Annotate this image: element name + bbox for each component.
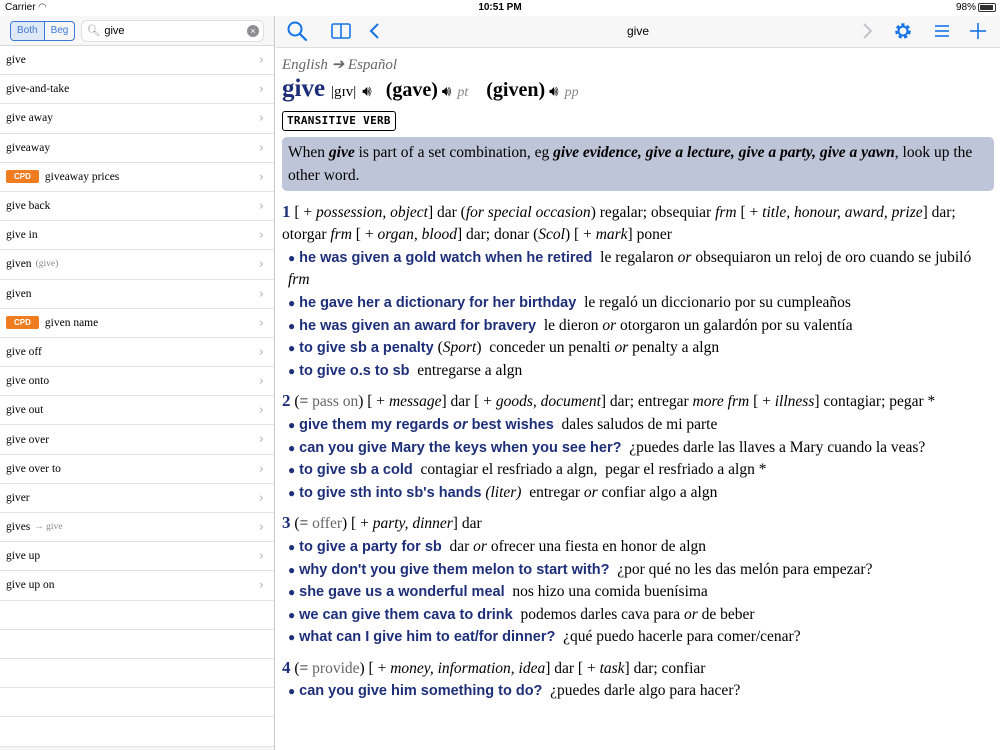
entry-title: give [626, 24, 649, 38]
list-item-label: giveaway [6, 141, 51, 154]
chevron-right-icon: › [258, 549, 264, 565]
list-item-label: give off [6, 345, 42, 358]
list-item-label: give-and-take [6, 83, 70, 96]
list-item-label: give onto [6, 375, 50, 388]
empty-row [0, 688, 274, 717]
list-item[interactable] [0, 425, 274, 454]
word-list [0, 46, 274, 747]
list-item[interactable] [0, 513, 274, 542]
chevron-right-icon: › [258, 432, 264, 448]
empty-row [0, 630, 274, 659]
list-icon[interactable] [932, 20, 952, 46]
mode-beg-button[interactable]: Beg [44, 22, 75, 40]
list-item[interactable] [0, 250, 274, 279]
chevron-right-icon: › [258, 82, 264, 98]
cpd-badge: CPD [6, 316, 39, 329]
cpd-badge: CPD [6, 170, 39, 183]
status-bar [0, 0, 1000, 16]
list-item[interactable] [0, 542, 274, 571]
pp-form: (given) [486, 79, 546, 101]
list-item[interactable] [0, 75, 274, 104]
list-item-label: give up on [6, 579, 55, 592]
chevron-right-icon: › [258, 403, 264, 419]
list-item[interactable] [0, 134, 274, 163]
list-item-note: → give [34, 522, 63, 533]
chevron-right-icon: › [258, 169, 264, 185]
chevron-right-icon: › [258, 344, 264, 360]
chevron-right-icon: › [258, 140, 264, 156]
sense-4: 4 (= provide) [ + money, information, idea] dar [ + task] dar; confiar ● can you give him something to do? ¿puedes darle algo para hacer? [282, 657, 741, 700]
list-item-label: give back [6, 200, 51, 213]
past-form: (gave) [385, 79, 438, 101]
entry-panel [276, 16, 1000, 750]
word-list-panel [0, 16, 275, 750]
pronunciation: |gɪv| [331, 84, 357, 100]
list-item[interactable] [0, 571, 274, 600]
chevron-right-icon: › [258, 198, 264, 214]
chevron-right-icon: › [258, 257, 264, 273]
list-item[interactable] [0, 367, 274, 396]
chevron-right-icon: › [258, 520, 264, 535]
speaker-icon[interactable]: 🔊︎ [549, 82, 559, 100]
carrier-label: Carrier [5, 2, 36, 13]
chevron-right-icon: › [258, 374, 264, 390]
search-field[interactable] [81, 20, 264, 42]
part-of-speech: TRANSITIVE VERB [282, 111, 396, 131]
mode-both-button[interactable]: Both [11, 22, 44, 40]
clear-icon[interactable]: × [247, 25, 259, 37]
chevron-right-icon: › [258, 315, 264, 331]
empty-row [0, 659, 274, 688]
list-item[interactable] [0, 396, 274, 425]
list-item[interactable] [0, 484, 274, 513]
list-item[interactable] [0, 221, 274, 250]
gear-icon[interactable] [892, 20, 914, 46]
sense-1: 1 [ + possession, object] dar (for special occasion) regalar; obsequiar frm [ + title, honour, award, prize] dar; otorgar frm [ + organ, blood] dar; donar (Scol) [ + mark] poner ● he was given a gold watch when he retired le regalaron or obsequiaron un reloj de oro cuando se jubiló frm ● he gave her a dictionary for her birthday le regaló un diccionario por su cumpleaños ● he was given an award for bravery le dieron or otorgaron un galardón por su valentía ● to give sb a penalty (Sport) conceder un penalti or penalty a algn ● to give o.s to sb entregarse a algn [282, 201, 972, 379]
entry-content [276, 48, 1000, 703]
list-item-label: giver [6, 491, 30, 504]
list-item[interactable] [0, 104, 274, 133]
toolbar [276, 16, 1000, 48]
speaker-icon[interactable]: 🔊︎ [362, 82, 372, 100]
wifi-icon: ◠ [38, 2, 47, 13]
search-bar [0, 16, 274, 46]
sense-2: 2 (= pass on) [ + message] dar [ + goods, document] dar; entregar more frm [ + illness] contagiar; pegar * ● give them my regards or best wishes dales saludos de mi parte ● can you give Mary the keys when you see her? ¿puedes darle las llaves a Mary cuando la veas? ● to give sb a cold contagiar el resfriado a algn, pegar el resfriado a algn * ● to give sth into sb's hands (liter) entregar or confiar algo a algn [282, 391, 936, 501]
list-item-label: give in [6, 229, 38, 242]
past-tag: pt [457, 85, 469, 100]
headword: give [282, 75, 326, 102]
list-item[interactable] [0, 46, 274, 75]
language-pair: English ➔ Español [282, 57, 398, 73]
list-item[interactable] [0, 280, 274, 309]
usage-note: When give is part of a set combination, eg give evidence, give a lecture, give a party, give a yawn, look up the other word. [282, 137, 994, 191]
list-item-label: give over [6, 433, 50, 446]
chevron-right-icon: › [258, 53, 264, 68]
status-time: 10:51 PM [478, 2, 522, 13]
list-item-label: gives [6, 521, 31, 534]
pp-tag: pp [564, 85, 579, 100]
list-item-label: given [6, 287, 32, 300]
add-icon[interactable] [968, 20, 988, 46]
search-icon: 🔍︎ [86, 25, 101, 37]
list-item-label: given name [44, 316, 99, 329]
list-item[interactable] [0, 455, 274, 484]
empty-row [0, 601, 274, 630]
speaker-icon[interactable]: 🔊︎ [441, 82, 452, 100]
list-item[interactable] [0, 163, 274, 192]
chevron-right-icon: › [258, 286, 264, 302]
list-item[interactable] [0, 192, 274, 221]
list-item-label: given [6, 258, 32, 271]
search-mode-segment [10, 21, 75, 41]
list-item-label: give out [6, 404, 44, 417]
list-item-note: (give) [35, 259, 59, 270]
chevron-right-icon: › [258, 228, 264, 244]
battery-icon [978, 3, 996, 12]
empty-row [0, 717, 274, 746]
search-input[interactable] [104, 25, 247, 37]
list-item[interactable] [0, 338, 274, 367]
chevron-right-icon: › [258, 461, 264, 477]
list-item[interactable] [0, 309, 274, 338]
chevron-right-icon: › [258, 578, 264, 594]
list-item-label: giveaway prices [44, 170, 120, 183]
chevron-right-icon: › [258, 490, 264, 506]
chevron-right-icon: › [258, 111, 264, 127]
list-item-label: give over to [6, 462, 61, 475]
list-item-label: give away [6, 112, 53, 125]
list-item-label: give up [6, 550, 41, 563]
battery-percent: 98% [955, 2, 976, 13]
forward-icon[interactable] [860, 20, 874, 46]
entry-headline [282, 75, 994, 108]
sense-3: 3 (= offer) [ + party, dinner] dar ● to give a party for sb dar or ofrecer una fiesta en honor de algn ● why don't you give them melon to start with? ¿por qué no les das melón para empezar? ● she gave us a wonderful meal nos hizo una comida buenísima ● we can give them cava to drink podemos darles cava para or de beber ● what can I give him to eat/for dinner? ¿qué puedo hacerle para comer/cenar? [282, 513, 873, 646]
list-item-label: give [6, 54, 26, 67]
